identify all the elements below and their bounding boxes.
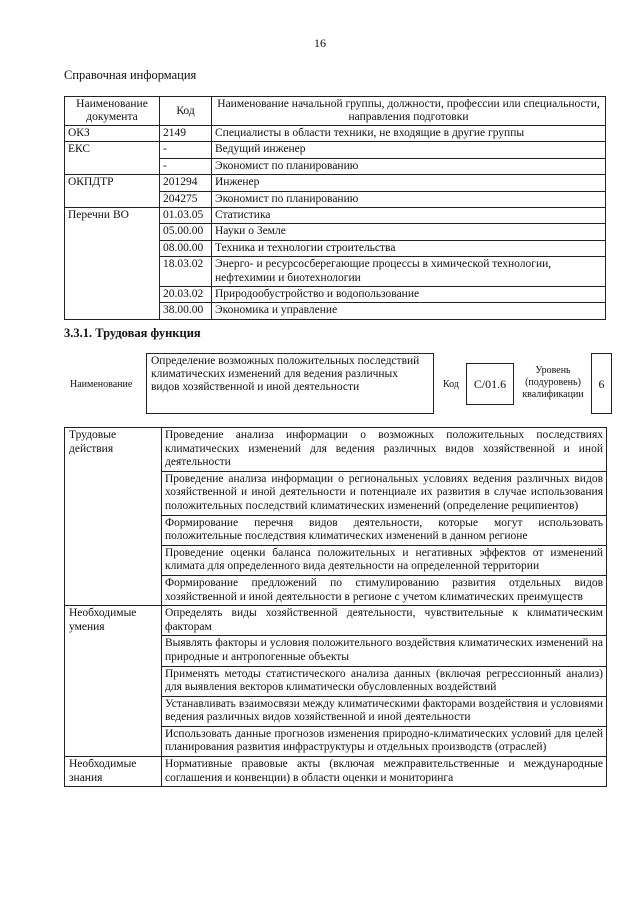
code-cell: 201294 [160,175,212,191]
table-row [65,606,607,636]
table-row [65,175,606,191]
reference-table-header [65,97,606,126]
name-cell: Науки о Земле [212,224,606,240]
function-code-value: С/01.6 [466,363,514,405]
section-item: Формирование предложений по стимулированию развития отдельных видов хозяйственной и иной деятельности в регионе с учетом климатических преимуществ [162,575,607,605]
section-item: Определять виды хозяйственной деятельности, чувствительные к климатическим факторам [162,606,607,636]
code-cell: - [160,142,212,158]
function-level-value: 6 [591,353,612,414]
code-cell: 20.03.02 [160,287,212,303]
code-cell: 05.00.00 [160,224,212,240]
document-cell: Перечни ВО [65,208,160,320]
function-title: 3.3.1. Трудовая функция [64,326,201,340]
name-cell: Ведущий инженер [212,142,606,158]
name-cell: Экономика и управление [212,303,606,319]
section-item: Устанавливать взаимосвязи между климатическими факторами воздействия и условиями ведения различных видов хозяйственной и иной деятельности [162,696,607,726]
section-item: Использовать данные прогнозов изменения природно-климатических условий для целей планирования развития инфраструктуры и отдельных производств (отраслей) [162,726,607,756]
code-cell: 38.00.00 [160,303,212,319]
section-item: Нормативные правовые акты (включая межправительственные и международные соглашения и конвенции) в области оценки и мониторинга [162,757,607,787]
name-cell: Техника и технологии строительства [212,240,606,256]
section-item: Проведение анализа информации о возможных положительных последствиях климатических изменений для ведения различных видов хозяйственной и иной деятельности [162,428,607,472]
section-item: Проведение оценки баланса положительных и негативных эффектов от изменений климата для определенного вида деятельности на определенной территории [162,545,607,575]
reference-caption: Справочная информация [64,68,197,82]
document-cell: ОКЗ [65,126,160,142]
header-document: Наименование документа [65,97,160,126]
function-level-label: Уровень (подуровень) квалификации [522,365,584,400]
document-cell: ЕКС [65,142,160,175]
function-details-table [64,427,607,787]
name-cell: Экономист по планированию [212,191,606,207]
table-row [65,126,606,142]
table-row [65,757,607,787]
header-code: Код [160,97,212,126]
code-cell: - [160,158,212,174]
table-row [65,428,607,472]
function-code-label: Код [443,379,459,390]
function-header [64,353,609,415]
name-cell: Инженер [212,175,606,191]
section-item: Выявлять факторы и условия положительного воздействия климатических изменений на природные и антропогенные объекты [162,636,607,666]
code-cell: 08.00.00 [160,240,212,256]
document-cell: ОКПДТР [65,175,160,208]
section-label: Необходимые знания [65,757,162,787]
section-item: Формирование перечня видов деятельности, которые могут использовать положительные последствия климатических изменений в данном регионе [162,515,607,545]
name-cell: Специалисты в области техники, не входящие в другие группы [212,126,606,142]
name-cell: Статистика [212,208,606,224]
section-item: Применять методы статистического анализа данных (включая регрессионный анализ) для выявления векторов климатически обусловленных воздействий [162,666,607,696]
code-cell: 01.03.05 [160,208,212,224]
function-name-value: Определение возможных положительных последствий климатических изменений для ведения различных видов хозяйственной и иной деятельности [146,353,434,414]
reference-table [64,96,606,320]
section-label: Необходимые умения [65,606,162,757]
table-row [65,208,606,224]
page-bottom-margin [0,856,640,905]
code-cell: 2149 [160,126,212,142]
table-row [65,142,606,158]
page-number: 16 [314,36,326,50]
name-cell: Энерго- и ресурсосберегающие процессы в химической технологии, нефтехимии и биотехнологии [212,257,606,287]
section-item: Проведение анализа информации о региональных условиях ведения различных видов хозяйственной и иной деятельности и потенциале их развития в случае использования положительных последствий климатических изменений (определение реципиентов) [162,471,607,515]
name-cell: Экономист по планированию [212,158,606,174]
code-cell: 204275 [160,191,212,207]
code-cell: 18.03.02 [160,257,212,287]
section-label: Трудовые действия [65,428,162,606]
function-name-label: Наименование [70,379,133,390]
header-name: Наименование начальной группы, должности, профессии или специальности, направления подготовки [212,97,606,126]
name-cell: Природообустройство и водопользование [212,287,606,303]
